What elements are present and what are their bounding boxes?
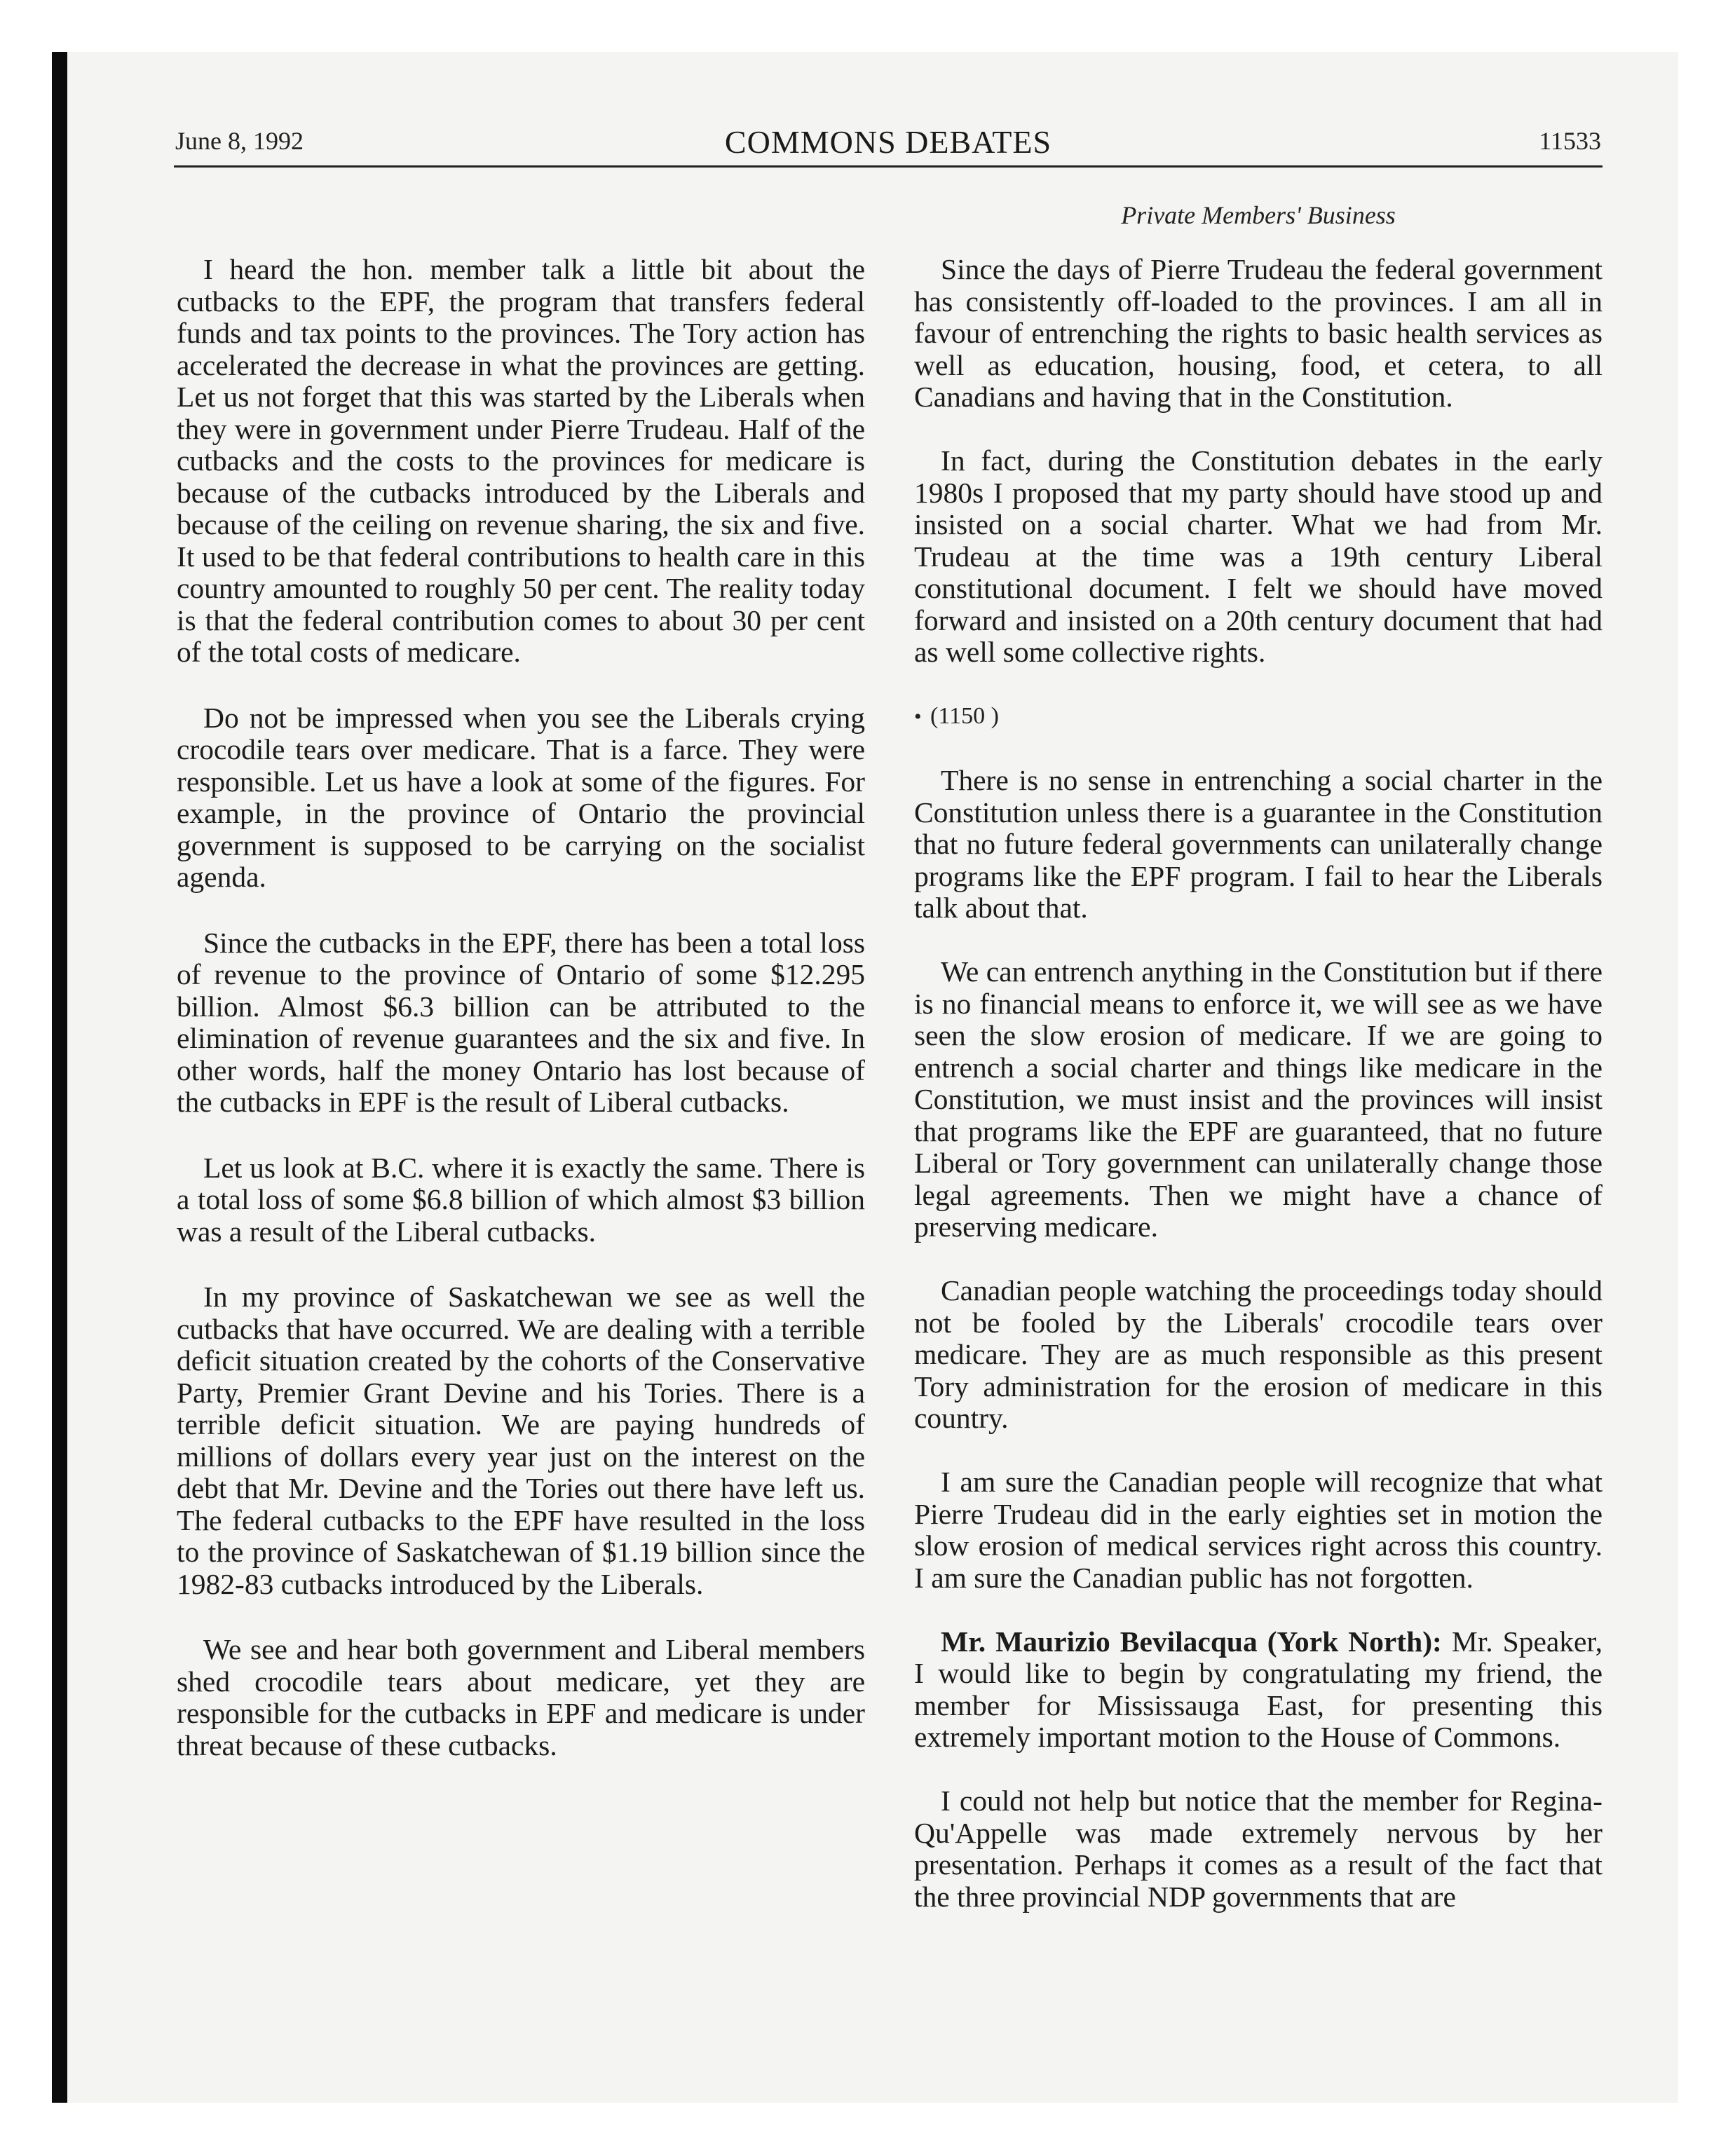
paragraph: We can entrench anything in the Constitution but if there is no financial means to enforce it, we will see as we have seen the slow erosion of medicare. If we are going to entrench a social charter and things like medicare in the Constitution, we must insist and the provinces will insist that programs like the EPF are guaranteed, that no future Liberal or Tory government can unilaterally change those legal agreements. Then we might have a chance of preserving medicare.	[914, 955, 1603, 1243]
binding-edge	[52, 52, 67, 2103]
paragraph: Since the cutbacks in the EPF, there has been a total loss of revenue to the province of Ontario of some $12.295 billion. Almost $6.3 billion can be attributed to the elimination of revenue guarantees and the six and five. In other words, half the money Ontario has lost because of the cutbacks in EPF is the result of Liberal cutbacks.	[177, 926, 865, 1118]
speaker-paragraph	[914, 1626, 1603, 1754]
page-number: 11533	[1539, 127, 1601, 155]
paragraph: We see and hear both government and Liberal members shed crocodile tears about medicare, yet they are responsible for the cutbacks in EPF and medicare is under threat because of these cutbacks.	[177, 1633, 865, 1761]
paragraph: There is no sense in entrenching a social charter in the Constitution unless there is a guarantee in the Constitution that no future federal governments can unilaterally change programs like the EPF program. I fail to hear the Liberals talk about that.	[914, 764, 1603, 924]
header-date: June 8, 1992	[175, 127, 304, 155]
section-title: Private Members' Business	[1121, 201, 1396, 229]
paragraph: Since the days of Pierre Trudeau the federal government has consistently off-loaded to the provinces. I am all in favour of entrenching the rights to basic health services as well as education, housing, food, et cetera, to all Canadians and having that in the Constitution.	[914, 253, 1603, 413]
header-title: COMMONS DEBATES	[724, 124, 1052, 160]
paragraph: I am sure the Canadian people will recognize that what Pierre Trudeau did in the early eighties set in motion the slow erosion of medical services right across this country. I am sure the Canadian public has not forgotten.	[914, 1466, 1603, 1594]
paragraph: Do not be impressed when you see the Liberals crying crocodile tears over medicare. That is a farce. They were responsible. Let us have a look at some of the figures. For example, in the province of Ontario the provincial government is supposed to be carrying on the socialist agenda.	[177, 701, 865, 893]
paragraph: Canadian people watching the proceedings today should not be fooled by the Liberals' crocodile tears over medicare. They are as much responsible as this present Tory administration for the erosion of medicare in this country.	[914, 1274, 1603, 1434]
left-column	[177, 254, 865, 1794]
running-head	[174, 123, 1603, 168]
paragraph: In fact, during the Constitution debates in the early 1980s I proposed that my party should have stood up and insisted on a social charter. What we had from Mr. Trudeau at the time was a 19th century Liberal constitutional document. I felt we should have moved forward and insisted on a 20th century document that had as well some collective rights.	[914, 444, 1603, 668]
right-column	[914, 254, 1603, 1945]
timestamp	[914, 700, 1603, 733]
timestamp-text: (1150 )	[930, 703, 999, 729]
bullet-icon: •	[914, 705, 922, 728]
paragraph: Let us look at B.C. where it is exactly the same. There is a total loss of some $6.8 billion of which almost $3 billion was a result of the Liberal cutbacks.	[177, 1151, 865, 1248]
paragraph: I could not help but notice that the member for Regina-Qu'Appelle was made extremely nervous by her presentation. Perhaps it comes as a result of the fact that the three provincial NDP governments that are	[914, 1785, 1603, 1913]
speaker-name: Mr. Maurizio Bevilacqua (York North):	[941, 1625, 1442, 1658]
paragraph: In my province of Saskatchewan we see as well the cutbacks that have occurred. We are dealing with a terrible deficit situation created by the cohorts of the Conservative Party, Premier Grant Devine and his Tories. There is a terrible deficit situation. We are paying hundreds of millions of dollars every year just on the interest on the debt that Mr. Devine and the Tories out there have left us. The federal cutbacks to the EPF have resulted in the loss to the province of Saskatchewan of $1.19 billion since the 1982-83 cutbacks introduced by the Liberals.	[177, 1281, 865, 1600]
speaker-text: Mr. Speaker, I would like to begin by congratulating my friend, the member for Mississauga East, for presenting this extremely important motion to the House of Commons.	[914, 1625, 1603, 1753]
paragraph: I heard the hon. member talk a little bit about the cutbacks to the EPF, the program that transfers federal funds and tax points to the provinces. The Tory action has accelerated the decrease in what the provinces are getting. Let us not forget that this was started by the Liberals when they were in government under Pierre Trudeau. Half of the cutbacks and the costs to the provinces for medicare is because of the cutbacks introduced by the Liberals and because of the ceiling on revenue sharing, the six and five. It used to be that federal contributions to health care in this country amounted to roughly 50 per cent. The reality today is that the federal contribution comes to about 30 per cent of the total costs of medicare.	[177, 253, 865, 668]
